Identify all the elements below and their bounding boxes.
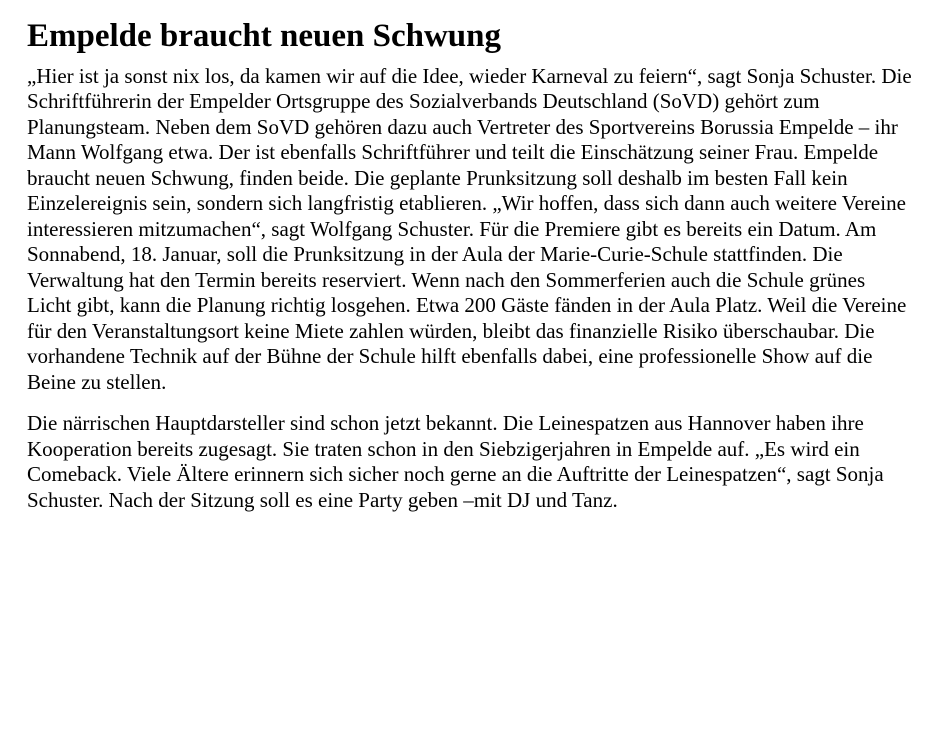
article-paragraph-1: „Hier ist ja sonst nix los, da kamen wir auf die Idee, wieder Karneval zu feiern“, sagt Sonja Schuster. Die Schriftführerin der Empelder Ortsgruppe des Sozialverbands Deutschland (SoVD) gehört zum Planungsteam. Neben dem SoVD gehören dazu auch Vertreter des Sportvereins Borussia Empelde – ihr Mann Wolfgang etwa. Der ist ebenfalls Schriftführer und teilt die Einschätzung seiner Frau. Empelde braucht neuen Schwung, finden beide. Die geplante Prunksitzung soll deshalb im besten Fall kein Einzelereignis sein, sondern sich langfristig etablieren. „Wir hoffen, dass sich dann auch weitere Vereine interessieren mitzumachen“, sagt Wolfgang Schuster. Für die Premiere gibt es bereits ein Datum. Am Sonnabend, 18. Januar, soll die Prunksitzung in der Aula der Marie-Curie-Schule stattfinden. Die Verwaltung hat den Termin bereits reserviert. Wenn nach den Sommerferien auch die Schule grünes Licht gibt, kann die Planung richtig losgehen. Etwa 200 Gäste fänden in der Aula Platz. Weil die Vereine für den Veranstaltungsort keine Miete zahlen würden, bleibt das finanzielle Risiko überschaubar. Die vorhandene Technik auf der Bühne der Schule hilft ebenfalls dabei, eine professionelle Show auf die Beine zu stellen.: [27, 63, 912, 394]
article-paragraph-2: Die närrischen Hauptdarsteller sind schon jetzt bekannt. Die Leinespatzen aus Hannover haben ihre Kooperation bereits zugesagt. Sie traten schon in den Siebzigerjahren in Empelde auf. „Es wird ein Comeback. Viele Ältere erinnern sich sicher noch gerne an die Auftritte der Leinespatzen“, sagt Sonja Schuster. Nach der Sitzung soll es eine Party geben –mit DJ und Tanz.: [27, 411, 884, 512]
article-title: Empelde braucht neuen Schwung: [27, 18, 502, 54]
